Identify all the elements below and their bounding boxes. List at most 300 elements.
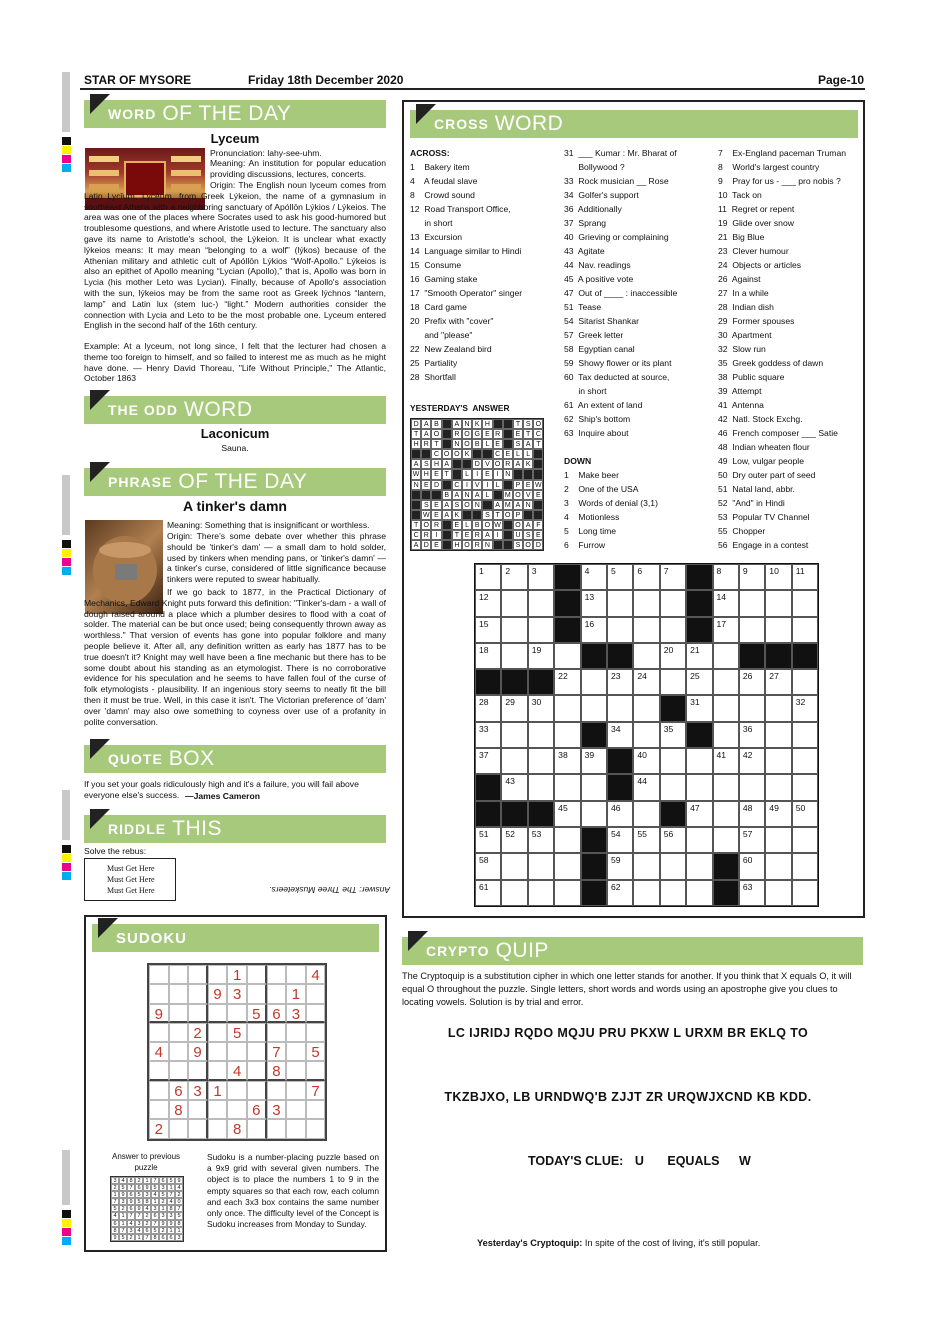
crossword-cell[interactable] [501,590,527,616]
prev-sudoku-cell: 7 [135,1212,143,1219]
crossword-cell[interactable]: 2 [501,564,527,590]
sudoku-cell[interactable]: 8 [169,1100,189,1119]
answer-cell: E [452,520,462,530]
crossword-cell[interactable]: 20 [660,643,686,669]
crossword-cell[interactable] [501,748,527,774]
sudoku-cell[interactable] [247,1119,267,1138]
crossword-cell[interactable] [528,748,554,774]
crossword-cell[interactable]: 51 [475,827,501,853]
crossword-cell[interactable] [765,722,791,748]
crossword-cell[interactable]: 23 [607,669,633,695]
crossword-block [765,643,791,669]
crossword-cell[interactable]: 22 [554,669,580,695]
sudoku-cell[interactable] [306,984,326,1003]
crossword-cell[interactable]: 49 [765,801,791,827]
sudoku-cell[interactable]: 3 [267,1100,287,1119]
crossword-cell[interactable] [501,617,527,643]
crossword-cell[interactable]: 37 [475,748,501,774]
crossword-cell[interactable]: 17 [713,617,739,643]
answer-cell: E [513,429,523,439]
sudoku-banner [92,924,379,952]
crossword-cell[interactable] [660,669,686,695]
prev-sudoku-cell: 3 [159,1184,167,1191]
crossword-cell[interactable] [765,695,791,721]
sudoku-cell[interactable] [286,1081,306,1100]
crossword-cell[interactable] [686,880,712,906]
prev-sudoku-cell: 6 [135,1184,143,1191]
answer-block [472,510,482,520]
crossword-cell[interactable] [633,853,659,879]
crossword-cell[interactable]: 57 [739,827,765,853]
quote-text: If you set your goals ridiculously high and it's a failure, you will fail above everyone else's success. [84,779,359,800]
crossword-cell[interactable]: 63 [739,880,765,906]
sudoku-cell[interactable] [227,1100,247,1119]
sudoku-cell[interactable] [227,1004,247,1023]
sudoku-cell[interactable]: 3 [286,1004,306,1023]
crossword-cell[interactable] [765,617,791,643]
clue-item: 12 Road Transport Office, [410,204,511,214]
crossword-cell[interactable] [633,722,659,748]
crossword-cell[interactable] [554,722,580,748]
sudoku-cell[interactable]: 9 [188,1042,208,1061]
sudoku-cell[interactable] [247,1081,267,1100]
crossword-cell[interactable] [792,853,818,879]
sudoku-cell[interactable] [188,1119,208,1138]
crossword-cell[interactable] [633,695,659,721]
prev-sudoku-cell: 8 [151,1234,159,1241]
answer-block [462,459,472,469]
sudoku-cell[interactable] [267,1081,287,1100]
clue-item: 56 Engage in a contest [718,540,809,550]
sudoku-cell[interactable] [286,1100,306,1119]
crossword-cell[interactable] [792,880,818,906]
crossword-cell[interactable] [660,590,686,616]
sudoku-cell[interactable] [247,1042,267,1061]
answer-cell: R [421,530,431,540]
crossword-cell[interactable] [686,853,712,879]
sudoku-cell[interactable]: 3 [227,984,247,1003]
prev-sudoku-cell: 9 [111,1234,119,1241]
sudoku-cell[interactable]: 1 [286,984,306,1003]
crossword-cell[interactable] [554,695,580,721]
answer-cell: T [411,429,421,439]
sudoku-previous-grid [110,1176,184,1242]
sudoku-cell[interactable] [149,1100,169,1119]
crossword-cell[interactable] [765,748,791,774]
margin-bar [62,1150,70,1205]
crossword-cell[interactable]: 10 [765,564,791,590]
crossword-cell[interactable]: 8 [713,564,739,590]
sudoku-cell[interactable] [149,984,169,1003]
sudoku-cell[interactable]: 9 [208,984,228,1003]
sudoku-cell[interactable] [306,1061,326,1080]
sudoku-cell[interactable] [149,965,169,984]
crossword-cell[interactable]: 40 [633,748,659,774]
sudoku-cell[interactable]: 6 [247,1100,267,1119]
sudoku-cell[interactable]: 5 [247,1004,267,1023]
crossword-cell[interactable] [501,853,527,879]
sudoku-cell[interactable] [306,1004,326,1023]
crossword-cell[interactable]: 59 [607,853,633,879]
answer-cell: K [472,419,482,429]
crossword-cell[interactable]: 1 [475,564,501,590]
clue-item: 19 Glide over snow [718,218,794,228]
sudoku-cell[interactable] [286,1119,306,1138]
answer-cell: H [431,459,441,469]
crossword-cell[interactable]: 14 [713,590,739,616]
sudoku-cell[interactable]: 5 [306,1042,326,1061]
prev-sudoku-cell: 5 [135,1191,143,1198]
crossword-cell[interactable] [633,880,659,906]
clue-item: 15 Consume [410,260,462,270]
prev-sudoku-cell: 2 [159,1198,167,1205]
sudoku-cell[interactable]: 6 [267,1004,287,1023]
crossword-cell[interactable] [633,801,659,827]
sudoku-cell[interactable] [169,1004,189,1023]
clue-item: 5 Long time [564,526,617,536]
sudoku-cell[interactable] [267,965,287,984]
crossword-cell[interactable]: 55 [633,827,659,853]
crossword-cell[interactable]: 47 [686,801,712,827]
crossword-cell[interactable] [528,617,554,643]
answer-cell: D [421,540,431,550]
sudoku-cell[interactable]: 5 [227,1023,247,1042]
sudoku-cell[interactable] [149,1061,169,1080]
crossword-cell[interactable] [554,880,580,906]
crossword-cell[interactable] [713,695,739,721]
answer-cell: A [452,490,462,500]
sudoku-cell[interactable] [208,1119,228,1138]
crossword-cell[interactable] [765,590,791,616]
crossword-cell[interactable]: 36 [739,722,765,748]
crossword-cell[interactable] [633,590,659,616]
clue-item: 36 Additionally [564,204,622,214]
sudoku-cell[interactable] [169,984,189,1003]
crossword-cell[interactable]: 25 [686,669,712,695]
crossword-cell[interactable]: 26 [739,669,765,695]
prev-sudoku-cell: 7 [143,1234,151,1241]
crossword-cell[interactable] [581,774,607,800]
answer-cell: L [462,520,472,530]
crossword-cell[interactable]: 15 [475,617,501,643]
crossword-cell[interactable]: 45 [554,801,580,827]
sudoku-cell[interactable] [208,965,228,984]
clue-item: 51 Tease [564,302,602,312]
sudoku-cell[interactable] [267,1023,287,1042]
sudoku-cell[interactable] [247,984,267,1003]
crossword-cell[interactable] [739,695,765,721]
crossword-cell[interactable]: 50 [792,801,818,827]
banner-corner-icon [408,931,428,951]
sudoku-cell[interactable] [267,984,287,1003]
crossword-cell[interactable] [554,774,580,800]
crossword-cell[interactable]: 28 [475,695,501,721]
crossword-cell[interactable]: 11 [792,564,818,590]
answer-cell: O [513,520,523,530]
sudoku-cell[interactable] [188,1061,208,1080]
crossword-cell[interactable]: 44 [633,774,659,800]
crossword-cell[interactable]: 19 [528,643,554,669]
answer-cell: P [513,510,523,520]
clue-item: Bollywood ? [564,162,625,172]
crossword-cell[interactable]: 18 [475,643,501,669]
crossword-cell[interactable] [792,748,818,774]
banner-big-text: WORD [494,112,564,135]
crossword-cell[interactable] [607,590,633,616]
crossword-cell[interactable] [713,722,739,748]
sudoku-cell[interactable] [208,1061,228,1080]
clue-item: 51 Natal land, abbr. [718,484,795,494]
clue-label: TODAY'S CLUE: [528,1154,624,1168]
crossword-cell[interactable] [713,669,739,695]
crossword-cell[interactable] [686,748,712,774]
crossword-block [686,722,712,748]
sudoku-cell[interactable] [286,965,306,984]
sudoku-cell[interactable]: 4 [227,1061,247,1080]
crossword-cell[interactable] [581,695,607,721]
crossword-cell[interactable] [528,853,554,879]
crossword-cell[interactable] [528,590,554,616]
crossword-cell[interactable] [660,748,686,774]
crossword-cell[interactable] [792,722,818,748]
answer-cell: R [452,429,462,439]
word-of-day-title: Lyceum [210,131,260,146]
answer-cell: E [431,510,441,520]
sudoku-cell[interactable] [267,1119,287,1138]
across-title: ACROSS: [410,148,450,158]
sudoku-cell[interactable] [149,1081,169,1100]
cryptoquip-line-2: TKZBJXO, LB URNDWQ'B ZJJT ZR URQWJXCND KB KDD. [444,1090,812,1104]
sudoku-cell[interactable]: 9 [149,1004,169,1023]
sudoku-cell[interactable] [306,1023,326,1042]
crossword-cell[interactable] [713,801,739,827]
sudoku-cell[interactable] [227,1081,247,1100]
crossword-cell[interactable]: 32 [792,695,818,721]
crossword-cell[interactable] [528,880,554,906]
crossword-cell[interactable] [607,695,633,721]
crossword-cell[interactable] [686,774,712,800]
sudoku-cell[interactable]: 8 [267,1061,287,1080]
sudoku-cell[interactable]: 8 [227,1119,247,1138]
answer-cell: C [411,530,421,540]
crossword-cell[interactable] [739,590,765,616]
crossword-cell[interactable]: 21 [686,643,712,669]
sudoku-cell[interactable] [169,1119,189,1138]
answer-cell: O [462,429,472,439]
crossword-cell[interactable] [554,643,580,669]
sudoku-cell[interactable] [247,965,267,984]
clue-item: 46 French composer ___ Satie [718,428,838,438]
cryptoquip-line-1: LC IJRIDJ RQDO MQJU PRU PKXW L URXM BR EKLQ TO [447,1026,809,1040]
crossword-cell[interactable]: 56 [660,827,686,853]
clue-item: 34 Golfer's support [564,190,639,200]
crossword-cell[interactable] [501,643,527,669]
crossword-cell[interactable]: 13 [581,590,607,616]
crossword-cell[interactable] [660,880,686,906]
crossword-cell[interactable]: 34 [607,722,633,748]
crossword-cell[interactable]: 35 [660,722,686,748]
crossword-cell[interactable]: 61 [475,880,501,906]
clue-item: 9 Pray for us - ___ pro nobis ? [718,176,841,186]
crossword-grid[interactable] [474,563,819,907]
crossword-cell[interactable] [792,590,818,616]
crossword-cell[interactable] [581,669,607,695]
answer-cell: R [503,459,513,469]
prev-sudoku-cell: 3 [143,1191,151,1198]
crossword-cell[interactable]: 24 [633,669,659,695]
sudoku-cell[interactable] [286,1042,306,1061]
sudoku-cell[interactable] [169,1061,189,1080]
crossword-cell[interactable] [633,643,659,669]
sudoku-cell[interactable] [169,965,189,984]
answer-block [411,500,421,510]
answer-cell: G [472,429,482,439]
rebus-box [84,858,176,901]
crossword-cell[interactable]: 58 [475,853,501,879]
print-swatch-cyan [62,1237,71,1245]
crossword-cell[interactable]: 39 [581,748,607,774]
across-clues-col1 [410,160,522,384]
sudoku-cell[interactable] [286,1061,306,1080]
crossword-cell[interactable]: 5 [607,564,633,590]
crossword-cell[interactable] [739,774,765,800]
crossword-cell[interactable] [765,853,791,879]
crossword-cell[interactable]: 52 [501,827,527,853]
crossword-cell[interactable]: 46 [607,801,633,827]
sudoku-cell[interactable] [169,1042,189,1061]
sudoku-cell[interactable] [208,1042,228,1061]
sudoku-cell[interactable]: 2 [149,1119,169,1138]
sudoku-cell[interactable] [169,1023,189,1042]
crossword-cell[interactable] [739,617,765,643]
crossword-cell[interactable] [554,827,580,853]
sudoku-cell[interactable] [188,965,208,984]
prev-sudoku-cell: 7 [167,1191,175,1198]
clue-item: 3 Words of denial (3,1) [564,498,658,508]
sudoku-cell[interactable] [208,1004,228,1023]
riddle-prompt: Solve the rebus: [84,846,147,856]
crossword-cell[interactable] [528,774,554,800]
prev-sudoku-cell: 6 [143,1227,151,1234]
crossword-cell[interactable]: 38 [554,748,580,774]
sudoku-cell[interactable] [188,984,208,1003]
sudoku-cell[interactable]: 1 [208,1081,228,1100]
crossword-cell[interactable]: 3 [528,564,554,590]
crossword-cell[interactable]: 42 [739,748,765,774]
crossword-cell[interactable] [660,617,686,643]
prev-sudoku-cell: 9 [167,1220,175,1227]
crossword-cell[interactable]: 12 [475,590,501,616]
sudoku-cell[interactable]: 7 [306,1081,326,1100]
sudoku-cell[interactable] [208,1100,228,1119]
sudoku-grid[interactable] [147,963,327,1141]
crossword-cell[interactable] [792,669,818,695]
clue-item: in short [564,386,607,396]
sudoku-cell[interactable]: 4 [149,1042,169,1061]
crossword-cell[interactable]: 4 [581,564,607,590]
sudoku-cell[interactable]: 3 [188,1081,208,1100]
crossword-cell[interactable] [607,617,633,643]
crossword-cell[interactable] [660,774,686,800]
crossword-cell[interactable] [713,774,739,800]
crossword-cell[interactable]: 62 [607,880,633,906]
crossword-cell[interactable]: 33 [475,722,501,748]
crossword-cell[interactable]: 60 [739,853,765,879]
clue-item: 39 Attempt [718,386,762,396]
crossword-cell[interactable] [554,853,580,879]
prev-sudoku-cell: 4 [143,1205,151,1212]
answer-block [503,419,513,429]
sudoku-cell[interactable] [247,1023,267,1042]
crossword-cell[interactable]: 9 [739,564,765,590]
sudoku-cell[interactable] [286,1023,306,1042]
crossword-cell[interactable]: 43 [501,774,527,800]
crossword-cell[interactable]: 16 [581,617,607,643]
crossword-cell[interactable]: 29 [501,695,527,721]
crossword-block [554,590,580,616]
crossword-cell[interactable] [713,643,739,669]
crossword-cell[interactable] [660,853,686,879]
sudoku-cell[interactable] [306,1100,326,1119]
crossword-cell[interactable]: 48 [739,801,765,827]
sudoku-cell[interactable] [227,1042,247,1061]
crossword-cell[interactable] [633,617,659,643]
crossword-cell[interactable]: 31 [686,695,712,721]
crossword-cell[interactable] [686,827,712,853]
crossword-cell[interactable]: 30 [528,695,554,721]
sudoku-cell[interactable]: 4 [306,965,326,984]
crossword-cell[interactable] [528,722,554,748]
answer-cell: I [462,480,472,490]
answer-cell: E [533,530,543,540]
crossword-cell[interactable]: 54 [607,827,633,853]
crossword-cell[interactable] [792,774,818,800]
clue-item: 8 World's largest country [718,162,820,172]
crossword-cell[interactable] [501,880,527,906]
crossword-cell[interactable]: 6 [633,564,659,590]
banner-corner-icon [416,104,436,124]
sudoku-cell[interactable]: 1 [227,965,247,984]
sudoku-cell[interactable] [247,1061,267,1080]
answer-cell: R [472,530,482,540]
crossword-cell[interactable]: 53 [528,827,554,853]
sudoku-cell[interactable]: 2 [188,1023,208,1042]
print-swatch-black [62,540,71,548]
prev-sudoku-cell: 9 [159,1220,167,1227]
sudoku-cell[interactable] [188,1004,208,1023]
sudoku-cell[interactable]: 7 [267,1042,287,1061]
crossword-cell[interactable] [792,827,818,853]
crossword-cell[interactable]: 27 [765,669,791,695]
crossword-cell[interactable] [713,827,739,853]
crossword-cell[interactable] [792,617,818,643]
crossword-cell[interactable] [765,880,791,906]
crossword-cell[interactable]: 7 [660,564,686,590]
prev-sudoku-cell: 1 [111,1191,119,1198]
crossword-cell[interactable]: 41 [713,748,739,774]
sudoku-cell[interactable] [306,1119,326,1138]
sudoku-cell[interactable] [149,1023,169,1042]
prev-sudoku-cell: 8 [167,1205,175,1212]
crossword-cell[interactable] [765,827,791,853]
crossword-cell[interactable] [765,774,791,800]
banner-small-text: THE ODD [108,402,178,418]
sudoku-cell[interactable]: 6 [169,1081,189,1100]
sudoku-cell[interactable] [208,1023,228,1042]
sudoku-cell[interactable] [188,1100,208,1119]
crossword-cell[interactable] [501,722,527,748]
crossword-cell[interactable] [581,801,607,827]
